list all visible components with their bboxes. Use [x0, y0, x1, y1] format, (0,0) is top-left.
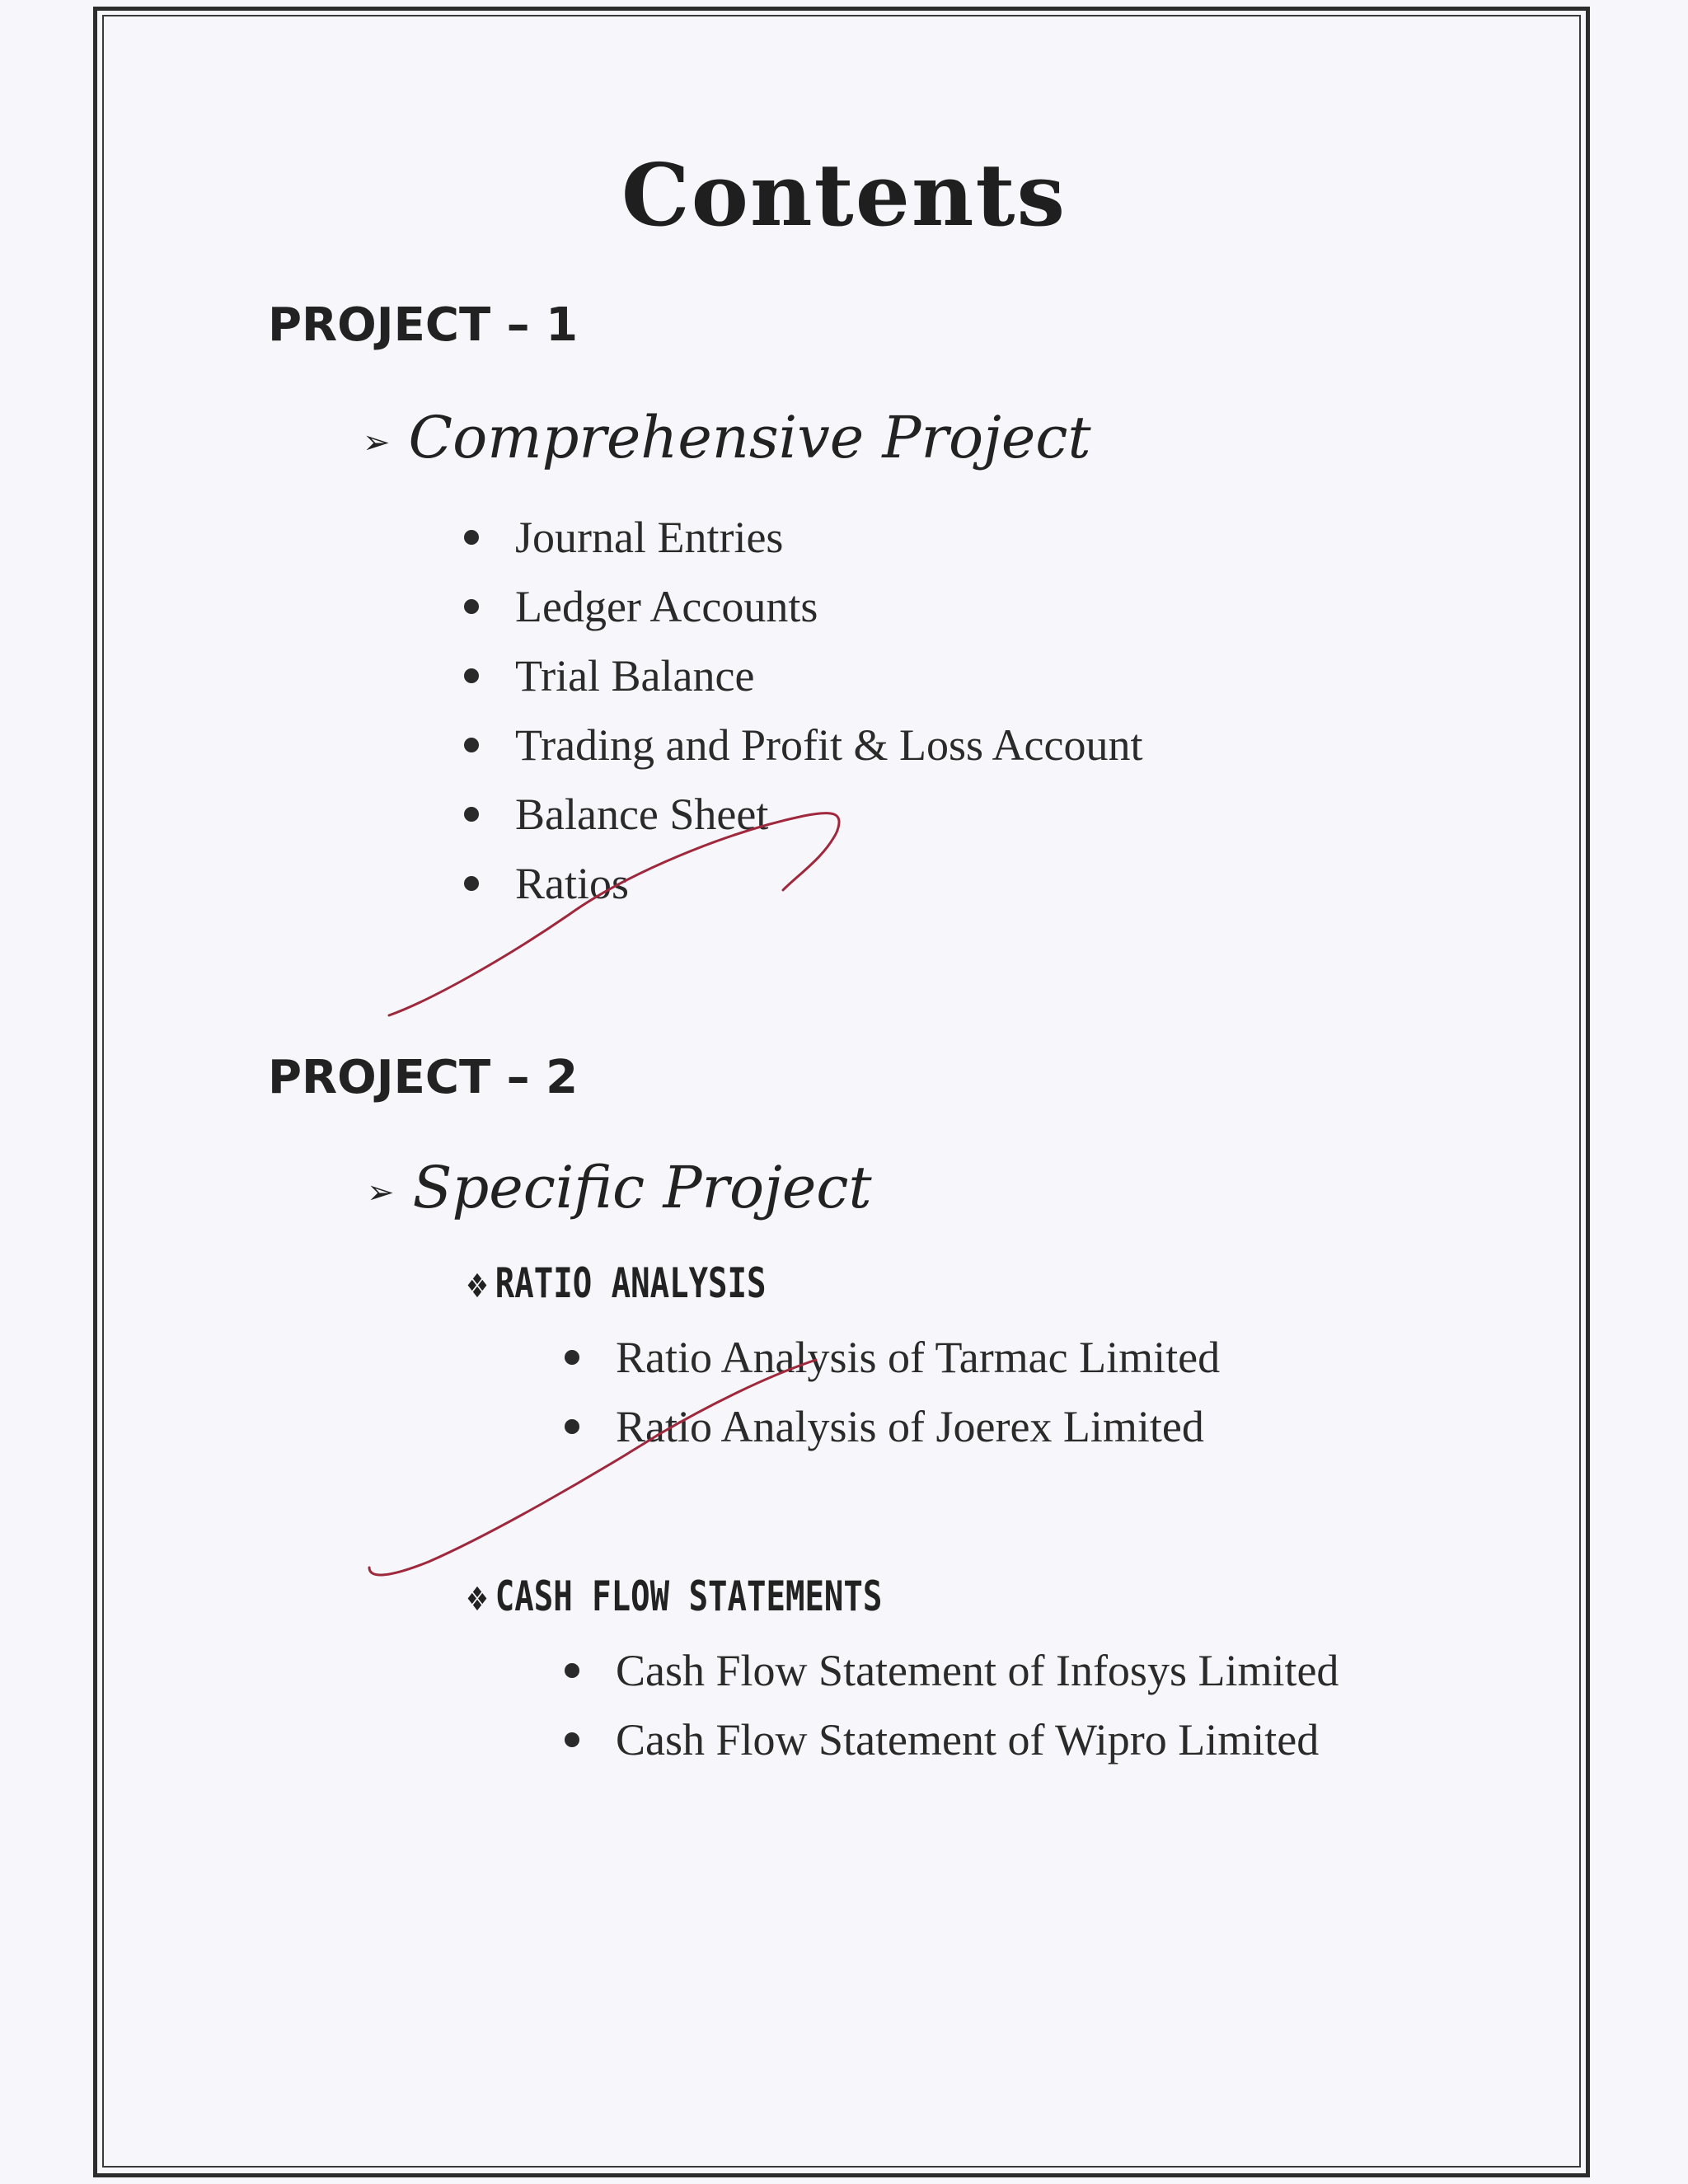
bullet-dot-icon [464, 530, 479, 545]
bullet-dot-icon [565, 1419, 579, 1434]
bullet-dot-icon [464, 807, 479, 822]
bullet-dot-icon [565, 1350, 579, 1365]
list-item: Balance Sheet [464, 780, 1142, 849]
list-item: Ratio Analysis of Joerex Limited [565, 1392, 1220, 1461]
list-item: Trading and Profit & Loss Account [464, 710, 1142, 780]
diamond-bullet-icon: ❖ [466, 1267, 489, 1305]
cash-flow-statements-heading: ❖ CASH FLOW STATEMENTS [466, 1572, 883, 1620]
project-2-subtitle: Specific Project [412, 1154, 872, 1221]
list-item: Cash Flow Statement of Wipro Limited [565, 1705, 1339, 1774]
project-1-subtitle: Comprehensive Project [408, 404, 1091, 471]
project-1-heading: PROJECT – 1 [268, 298, 579, 352]
list-item: Journal Entries [464, 503, 1142, 572]
ratio-analysis-list [565, 1323, 1220, 1461]
arrow-bullet-icon: ➢ [363, 424, 391, 462]
cash-flow-statements-list [565, 1636, 1339, 1774]
page-title: Contents [621, 144, 1067, 246]
project-2-subtitle-row [367, 1154, 872, 1221]
list-item: Cash Flow Statement of Infosys Limited [565, 1636, 1339, 1705]
project-1-subtitle-row [363, 404, 1091, 471]
bullet-dot-icon [464, 668, 479, 683]
bullet-dot-icon [464, 876, 479, 891]
diamond-bullet-icon: ❖ [466, 1580, 489, 1619]
arrow-bullet-icon: ➢ [367, 1174, 395, 1212]
list-item: Ratios [464, 849, 1142, 918]
bullet-dot-icon [565, 1663, 579, 1678]
ratio-analysis-heading: ❖ RATIO ANALYSIS [466, 1259, 767, 1307]
bullet-dot-icon [565, 1732, 579, 1747]
list-item: Ratio Analysis of Tarmac Limited [565, 1323, 1220, 1392]
list-item: Ledger Accounts [464, 572, 1142, 641]
project-2-heading: PROJECT – 2 [268, 1051, 579, 1104]
bullet-dot-icon [464, 738, 479, 752]
list-item: Trial Balance [464, 641, 1142, 710]
project-1-item-list [464, 503, 1142, 918]
bullet-dot-icon [464, 599, 479, 614]
